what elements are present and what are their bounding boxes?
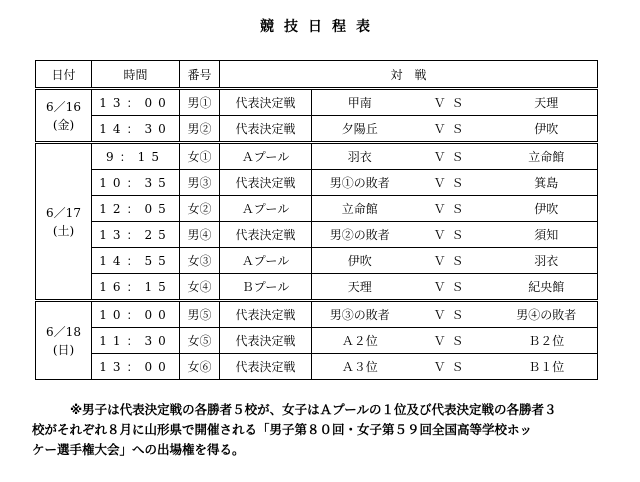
match-type-cell: 代表決定戦 <box>220 116 312 143</box>
vs-cell: ＶＳ <box>408 301 496 328</box>
time-cell: 10：35 <box>92 170 180 196</box>
match-number-cell: 女⑥ <box>180 354 220 380</box>
time-cell: 11：30 <box>92 328 180 354</box>
match-type-cell: 代表決定戦 <box>220 170 312 196</box>
table-row <box>36 301 598 328</box>
time-cell: 10：00 <box>92 301 180 328</box>
table-row <box>36 196 598 222</box>
match-number-cell: 男⑤ <box>180 301 220 328</box>
vs-cell: ＶＳ <box>408 89 496 116</box>
note-line-2: 校がそれぞれ８月に山形県で開催される「男子第８０回・女子第５９回全国高等学校ホッ <box>32 422 533 437</box>
date-value: 6／18 <box>46 324 81 339</box>
time-cell: 14：55 <box>92 248 180 274</box>
team2-cell: 伊吹 <box>496 116 598 143</box>
team2-cell: 紀央館 <box>496 274 598 301</box>
match-number-cell: 男③ <box>180 170 220 196</box>
table-row <box>36 248 598 274</box>
header-matchup: 対 戦 <box>220 61 598 89</box>
team1-cell: 男②の敗者 <box>312 222 408 248</box>
note-line-1: ※男子は代表決定戦の各勝者５校が、女子はＡプールの１位及び代表決定戦の各勝者３ <box>70 402 557 417</box>
team1-cell: Ａ３位 <box>312 354 408 380</box>
header-row <box>36 61 598 89</box>
vs-cell: ＶＳ <box>408 116 496 143</box>
table-row <box>36 328 598 354</box>
match-number-cell: 男② <box>180 116 220 143</box>
match-type-cell: Ａプール <box>220 196 312 222</box>
match-number-cell: 女⑤ <box>180 328 220 354</box>
team2-cell: 箕島 <box>496 170 598 196</box>
table-row <box>36 143 598 170</box>
vs-cell: ＶＳ <box>408 196 496 222</box>
page-title: 競技日程表 <box>260 19 380 35</box>
date-cell <box>36 143 92 301</box>
qualification-note <box>32 400 612 460</box>
team1-cell: Ａ２位 <box>312 328 408 354</box>
table-row <box>36 274 598 301</box>
schedule-body <box>36 89 598 380</box>
header-time: 時間 <box>92 61 180 89</box>
match-type-cell: 代表決定戦 <box>220 222 312 248</box>
time-cell: 9：15 <box>92 143 180 170</box>
table-row <box>36 170 598 196</box>
team2-cell: 伊吹 <box>496 196 598 222</box>
team2-cell: 羽衣 <box>496 248 598 274</box>
day-of-week: (日) <box>52 342 75 357</box>
match-type-cell: Ｂプール <box>220 274 312 301</box>
header-number: 番号 <box>180 61 220 89</box>
team2-cell: 天理 <box>496 89 598 116</box>
match-type-cell: 代表決定戦 <box>220 354 312 380</box>
vs-cell: ＶＳ <box>408 143 496 170</box>
time-cell: 12：05 <box>92 196 180 222</box>
table-row <box>36 116 598 143</box>
match-type-cell: Ａプール <box>220 248 312 274</box>
match-type-cell: 代表決定戦 <box>220 328 312 354</box>
header-date: 日付 <box>36 61 92 89</box>
vs-cell: ＶＳ <box>408 222 496 248</box>
date-value: 6／16 <box>46 99 81 114</box>
vs-cell: ＶＳ <box>408 248 496 274</box>
team1-cell: 男①の敗者 <box>312 170 408 196</box>
table-row <box>36 354 598 380</box>
team1-cell: 羽衣 <box>312 143 408 170</box>
vs-cell: ＶＳ <box>408 328 496 354</box>
time-cell: 13：00 <box>92 89 180 116</box>
time-cell: 16：15 <box>92 274 180 301</box>
team1-cell: 伊吹 <box>312 248 408 274</box>
date-value: 6／17 <box>46 205 81 220</box>
time-cell: 13：25 <box>92 222 180 248</box>
time-cell: 14：30 <box>92 116 180 143</box>
day-of-week: (土) <box>52 223 75 238</box>
match-type-cell: Ａプール <box>220 143 312 170</box>
match-type-cell: 代表決定戦 <box>220 301 312 328</box>
time-cell: 13：00 <box>92 354 180 380</box>
vs-cell: ＶＳ <box>408 274 496 301</box>
table-row <box>36 222 598 248</box>
team2-cell: Ｂ１位 <box>496 354 598 380</box>
team1-cell: 甲南 <box>312 89 408 116</box>
vs-cell: ＶＳ <box>408 354 496 380</box>
vs-cell: ＶＳ <box>408 170 496 196</box>
team2-cell: 立命館 <box>496 143 598 170</box>
table-row <box>36 89 598 116</box>
note-line-3: ケー選手権大会」への出場権を得る。 <box>32 442 245 457</box>
match-number-cell: 男④ <box>180 222 220 248</box>
date-cell <box>36 301 92 380</box>
team1-cell: 男③の敗者 <box>312 301 408 328</box>
team1-cell: 立命館 <box>312 196 408 222</box>
match-number-cell: 女④ <box>180 274 220 301</box>
match-number-cell: 男① <box>180 89 220 116</box>
team2-cell: Ｂ２位 <box>496 328 598 354</box>
team2-cell: 須知 <box>496 222 598 248</box>
match-number-cell: 女① <box>180 143 220 170</box>
match-number-cell: 女② <box>180 196 220 222</box>
team2-cell: 男④の敗者 <box>496 301 598 328</box>
day-of-week: (金) <box>52 117 75 132</box>
date-cell <box>36 89 92 143</box>
match-type-cell: 代表決定戦 <box>220 89 312 116</box>
team1-cell: 夕陽丘 <box>312 116 408 143</box>
schedule-table <box>35 60 598 380</box>
team1-cell: 天理 <box>312 274 408 301</box>
match-number-cell: 女③ <box>180 248 220 274</box>
